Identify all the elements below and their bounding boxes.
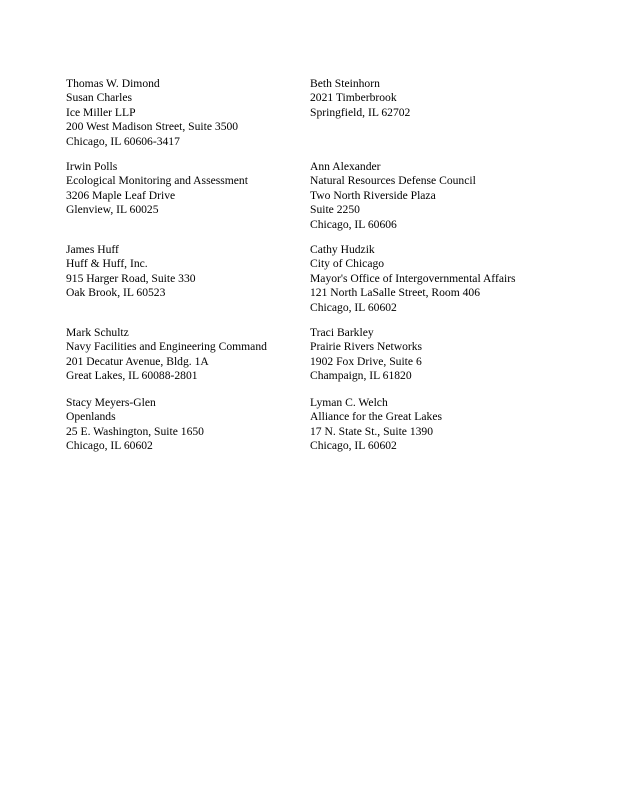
address-block xyxy=(66,77,238,149)
city-state-zip: Chicago, IL 60602 xyxy=(310,300,397,314)
contact-name: Thomas W. Dimond xyxy=(66,77,160,90)
organization: Natural Resources Defense Council xyxy=(310,174,476,188)
street-address: 200 West Madison Street, Suite 3500 xyxy=(66,120,239,134)
address-block xyxy=(66,243,196,301)
contact-name: James Huff xyxy=(66,243,119,256)
address-block xyxy=(310,326,422,384)
address-block xyxy=(66,326,267,384)
organization: Huff & Huff, Inc. xyxy=(66,257,148,271)
address-line: Susan Charles xyxy=(66,91,133,105)
department: Mayor's Office of Intergovernmental Affairs xyxy=(310,271,516,285)
city-state-zip: Oak Brook, IL 60523 xyxy=(66,286,166,300)
organization: City of Chicago xyxy=(310,257,385,271)
street-address: 3206 Maple Leaf Drive xyxy=(66,188,176,202)
address-block xyxy=(66,396,204,454)
address-block xyxy=(310,160,476,232)
street-address: Two North Riverside Plaza xyxy=(310,188,436,202)
city-state-zip: Chicago, IL 60606 xyxy=(310,217,397,231)
street-address: 915 Harger Road, Suite 330 xyxy=(66,271,196,285)
city-state-zip: Great Lakes, IL 60088-2801 xyxy=(66,369,198,383)
contact-name: Beth Steinhorn xyxy=(310,77,380,90)
address-block xyxy=(310,396,442,454)
organization: Prairie Rivers Networks xyxy=(310,340,423,354)
street-address: 121 North LaSalle Street, Room 406 xyxy=(310,286,481,300)
city-state-zip: Chicago, IL 60602 xyxy=(66,439,153,453)
address-block xyxy=(66,160,248,218)
address-block xyxy=(310,77,410,120)
contact-name: Ann Alexander xyxy=(310,160,381,173)
city-state-zip: Glenview, IL 60025 xyxy=(66,203,159,217)
organization: Ecological Monitoring and Assessment xyxy=(66,174,248,188)
contact-name: Mark Schultz xyxy=(66,326,129,339)
organization: Alliance for the Great Lakes xyxy=(310,410,442,424)
street-address: 2021 Timberbrook xyxy=(310,91,397,105)
organization: Ice Miller LLP xyxy=(66,105,136,119)
city-state-zip: Chicago, IL 60606-3417 xyxy=(66,134,180,148)
suite: Suite 2250 xyxy=(310,203,360,217)
street-address: 201 Decatur Avenue, Bldg. 1A xyxy=(66,354,209,368)
city-state-zip: Champaign, IL 61820 xyxy=(310,369,412,383)
organization: Navy Facilities and Engineering Command xyxy=(66,340,267,354)
contact-name: Irwin Polls xyxy=(66,160,118,173)
street-address: 25 E. Washington, Suite 1650 xyxy=(66,424,204,438)
city-state-zip: Springfield, IL 62702 xyxy=(310,105,411,119)
street-address: 1902 Fox Drive, Suite 6 xyxy=(310,354,422,368)
contact-name: Stacy Meyers-Glen xyxy=(66,396,156,409)
organization: Openlands xyxy=(66,410,116,424)
contact-name: Traci Barkley xyxy=(310,326,374,339)
street-address: 17 N. State St., Suite 1390 xyxy=(310,424,434,438)
contact-name: Lyman C. Welch xyxy=(310,396,388,409)
contact-name: Cathy Hudzik xyxy=(310,243,375,256)
city-state-zip: Chicago, IL 60602 xyxy=(310,439,397,453)
address-block xyxy=(310,243,516,315)
